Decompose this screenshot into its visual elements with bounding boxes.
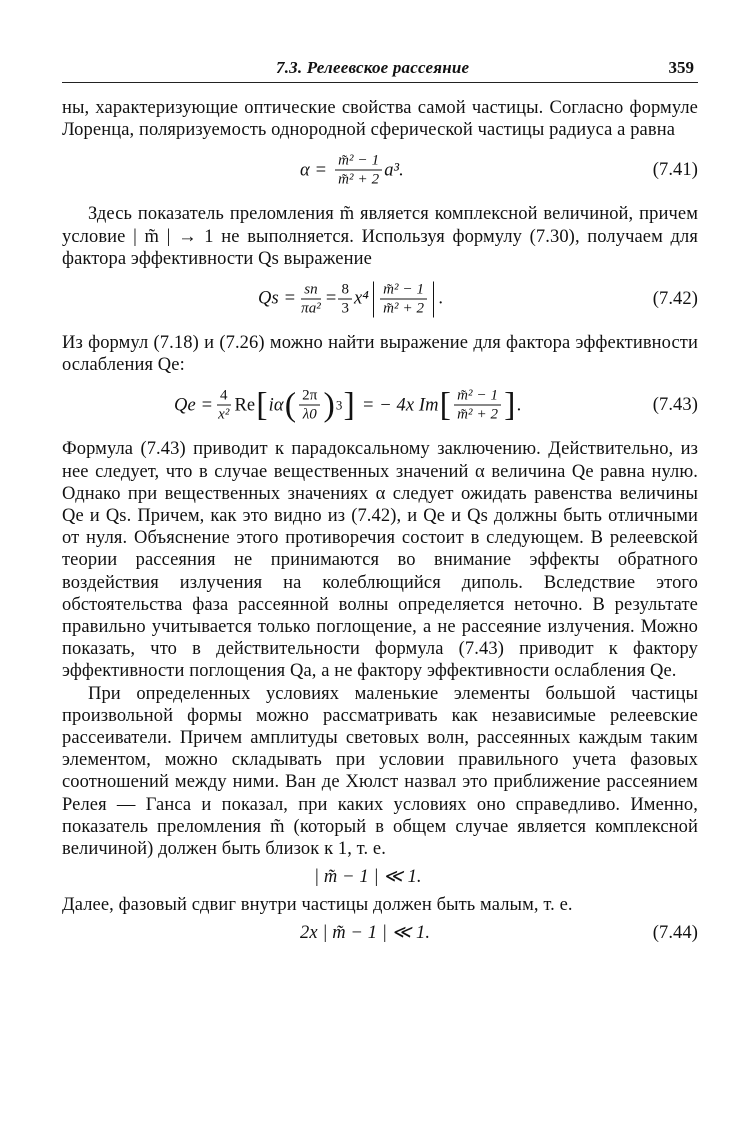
eq742-mid: x⁴ — [354, 288, 369, 309]
eq743-lhs: Qe = — [174, 395, 214, 416]
eq742-fraction-1 — [298, 281, 324, 318]
bracket-close-2-icon: ] — [504, 386, 516, 424]
equation-7-43 — [62, 376, 698, 434]
paragraph-2: Здесь показатель преломления m̃ является комплексной величиной, причем условие | m̃ | → 1 не выполняется. Используя формулу (7.30), получаем для фактора эффективности Qs выражение — [62, 204, 698, 269]
equation-7-41 — [62, 141, 698, 199]
abs-bar-right — [433, 281, 434, 317]
eq743-f2-bot: λ0 — [302, 406, 317, 423]
eq743-label: (7.43) — [652, 395, 698, 416]
paragraph-6: Далее, фазовый сдвиг внутри частицы должен быть малым, т. е. — [62, 895, 573, 916]
eq742-f1-bot: πa² — [301, 300, 321, 317]
eq742-tail: . — [438, 288, 444, 309]
eq741-label: (7.41) — [652, 160, 698, 181]
eq742-f1-top: sn — [301, 281, 321, 300]
eq744-text: 2x | m̃ − 1 | ≪ 1. — [300, 923, 431, 944]
eq741-tail: a³. — [384, 160, 404, 181]
condition-text: | m̃ − 1 | ≪ 1. — [314, 867, 422, 888]
eq743-fraction-1 — [215, 387, 232, 424]
paragraph-4: Формула (7.43) приводит к парадоксальному заключению. Действительно, из нее следует, что в случае вещественных значений α величина Qe равна нулю. Однако при вещественных значениях α следует ожидать равенства величины Qe и Qs. Причем, как это видно из (7.42), и Qe и Qs должны быть отличными от нуля. Объяснение этого противоречия состоит в следующем. В релеевской теории рассеяния не принимаются во внимание эффекты обратного воздействия излучения на колеблющийся диполь. Вследствие этого обстоятельства фаза рассеянной волны определяется неточно. В результате правильно учитывается только поглощение, а не рассеяние излучения. Можно показать, что в действительности формула (7.43) приводит к фактору эффективности поглощения Qa, а не фактору эффективности ослабления Qe. — [62, 439, 698, 682]
eq741-numerator: m̃² − 1 — [335, 152, 382, 171]
condition-formula — [62, 860, 698, 894]
paragraph-5: При определенных условиях маленькие элементы большой частицы произвольной формы можно рассматривать как независимые релеевские рассеиватели. Причем амплитуды световых волн, рассеянных каждым таким элементом, можно складывать при условии правильного учета фазовых соотношений между ними. Ван де Хюлст назвал это приближение рассеянием Релея — Ганса и показал, при каких условиях оно справедливо. Именно, показатель преломления m̃ (который в общем случае является комплексной величиной) должен быть близок к 1, т. е. — [62, 683, 698, 860]
eq742-f3-top: m̃² − 1 — [380, 281, 427, 300]
page-number: 359 — [668, 58, 694, 77]
eq742-f3-bot: m̃² + 2 — [383, 300, 425, 317]
section-title: 7.3. Релеевское рассеяние — [276, 58, 470, 77]
eq743-fraction-2 — [299, 387, 320, 424]
eq742-f2-bot: 3 — [341, 300, 350, 317]
eq742-lhs: Qs = — [258, 288, 297, 309]
bracket-open-2-icon: [ — [439, 386, 452, 424]
bracket-close-icon: ] — [343, 386, 355, 424]
eq743-f1-top: 4 — [217, 387, 231, 406]
eq743-fraction-3 — [454, 387, 501, 424]
paren-close-icon: ) — [323, 386, 335, 424]
eq743-re: Re — [234, 395, 256, 416]
running-header — [62, 58, 698, 83]
eq742-f2-top: 8 — [338, 281, 352, 300]
equation-7-42 — [62, 270, 698, 328]
eq741-denominator: m̃² + 2 — [338, 171, 380, 188]
eq743-inner: iα — [268, 395, 284, 416]
eq743-f3-top: m̃² − 1 — [454, 387, 501, 406]
eq744-label: (7.44) — [652, 923, 698, 944]
abs-bar-left — [373, 281, 374, 317]
eq742-fraction-2 — [338, 281, 352, 318]
equation-7-44 — [62, 916, 698, 950]
eq742-label: (7.42) — [652, 288, 698, 309]
bracket-open-icon: [ — [256, 386, 268, 424]
eq743-f3-bot: m̃² + 2 — [457, 406, 499, 423]
eq743-f1-bot: x² — [218, 406, 230, 423]
eq742-fraction-3 — [380, 281, 427, 318]
eq742-equals: = — [325, 288, 337, 309]
eq743-power: 3 — [335, 397, 343, 413]
eq741-fraction — [335, 152, 382, 189]
eq743-mid: = − 4x Im — [361, 395, 439, 416]
eq741-lhs: α = — [300, 160, 328, 181]
paren-open-icon: ( — [284, 386, 297, 424]
paragraph-1: ны, характеризующие оптические свойства самой частицы. Согласно формуле Лоренца, поляризуемость однородной сферической частицы радиуса a равна — [62, 98, 698, 141]
paragraph-3: Из формул (7.18) и (7.26) можно найти выражение для фактора эффективности ослабления Qe: — [62, 333, 698, 376]
body-text — [62, 97, 698, 950]
eq743-tail: . — [516, 395, 522, 416]
eq743-f2-top: 2π — [299, 387, 320, 406]
